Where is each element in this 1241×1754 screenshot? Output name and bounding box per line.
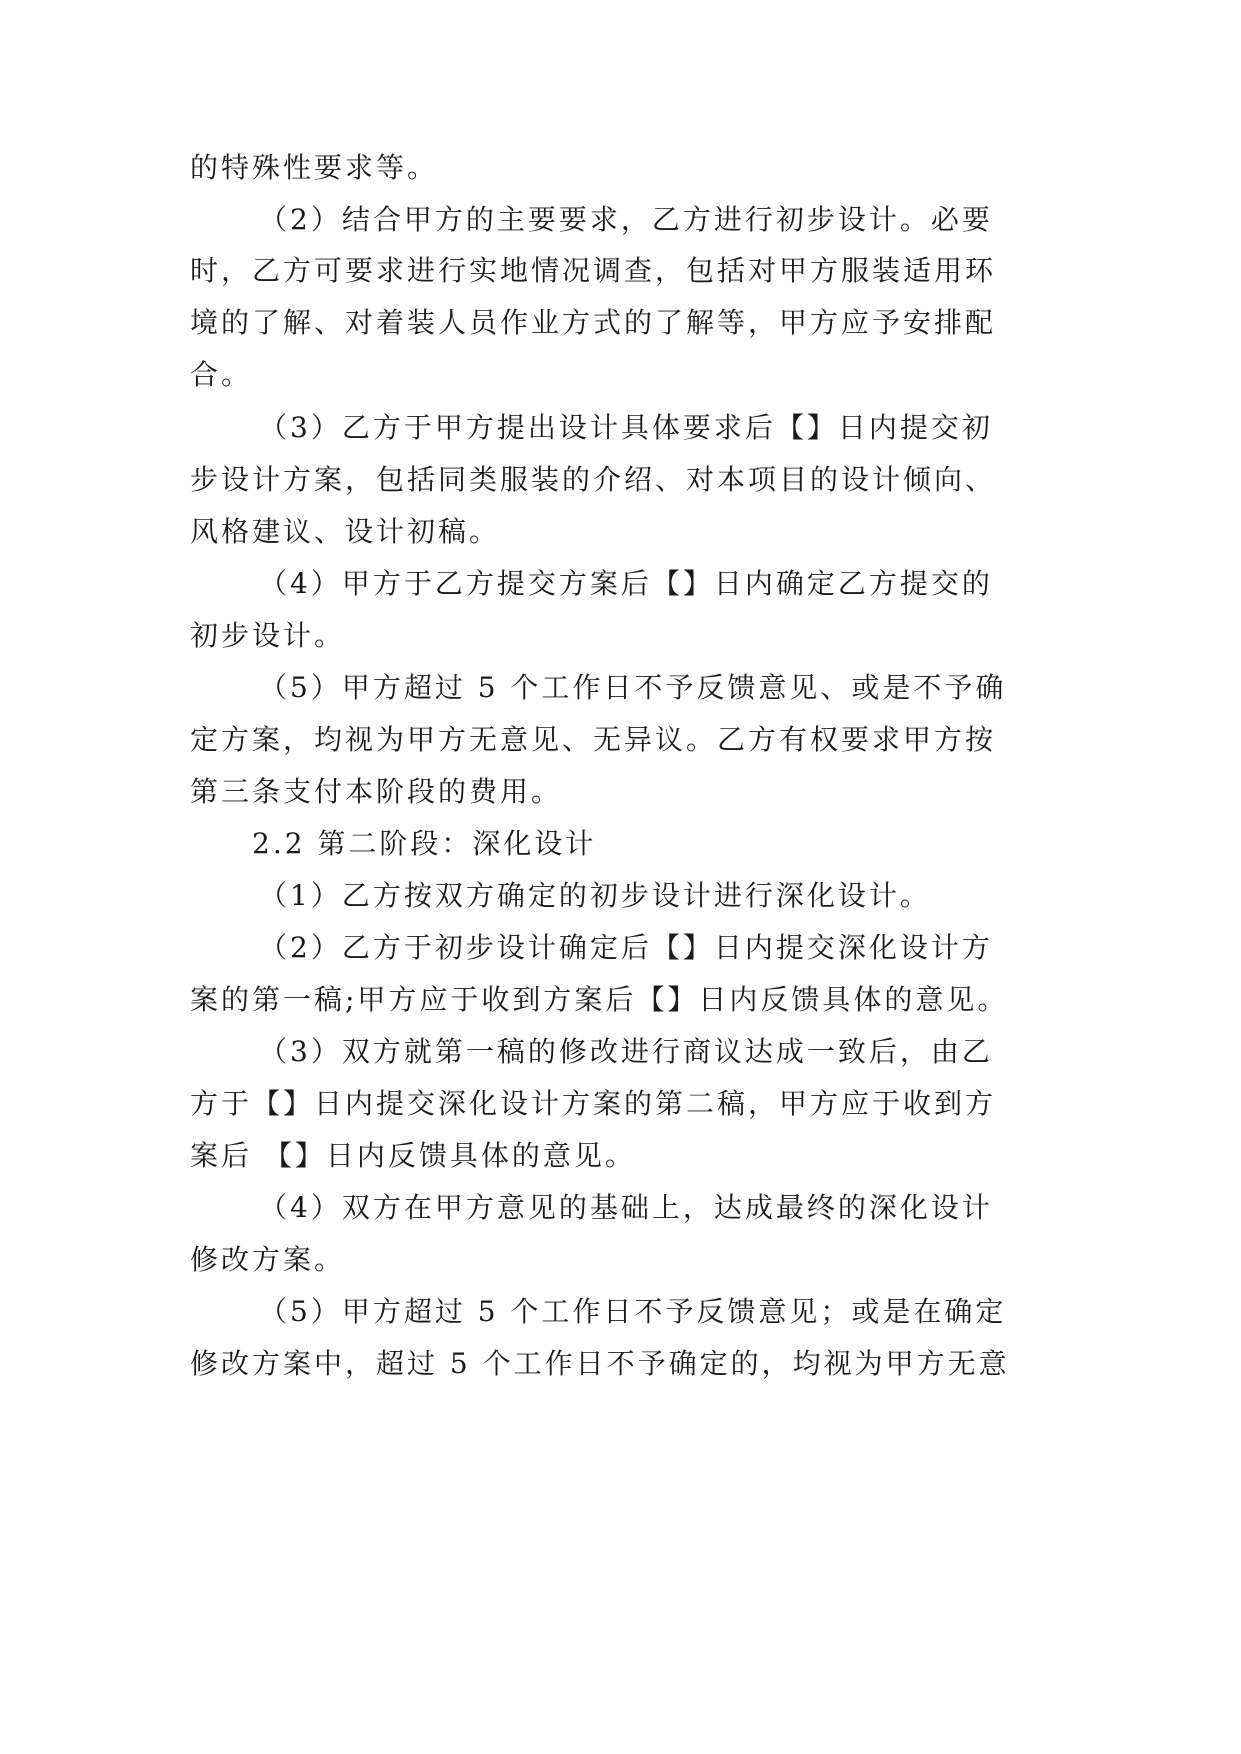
text-line: 风格建议、设计初稿。 (190, 515, 501, 548)
text-line: （3）乙方于甲方提出设计具体要求后【】日内提交初 (259, 411, 993, 444)
text-line: （2）结合甲方的主要要求，乙方进行初步设计。必要 (259, 203, 993, 236)
text-line: 境的了解、对着装人员作业方式的了解等，甲方应予安排配 (190, 306, 997, 339)
text-line: 的特殊性要求等。 (190, 151, 439, 184)
section-heading: 2.2 第二阶段：深化设计 (252, 827, 597, 860)
text-line: 步设计方案，包括同类服装的介绍、对本项目的设计倾向、 (190, 463, 997, 496)
text-line: 第三条支付本阶段的费用。 (190, 775, 563, 808)
text-line: （2）乙方于初步设计确定后【】日内提交深化设计方 (259, 931, 993, 964)
text-line: （5）甲方超过 5 个工作日不予反馈意见、或是不予确 (259, 671, 1007, 704)
text-line: 合。 (190, 358, 253, 391)
text-line: 方于【】日内提交深化设计方案的第二稿，甲方应于收到方 (190, 1087, 997, 1120)
text-line: （1）乙方按双方确定的初步设计进行深化设计。 (259, 879, 931, 912)
text-line: 时，乙方可要求进行实地情况调查，包括对甲方服装适用环 (190, 254, 997, 287)
text-line: 案后 【】日内反馈具体的意见。 (190, 1139, 636, 1172)
text-line: 初步设计。 (190, 619, 346, 652)
text-line: （5）甲方超过 5 个工作日不予反馈意见；或是在确定 (259, 1295, 1007, 1328)
text-line: （4）双方在甲方意见的基础上，达成最终的深化设计 (259, 1191, 993, 1224)
text-line: 修改方案。 (190, 1243, 346, 1276)
text-line: （3）双方就第一稿的修改进行商议达成一致后，由乙 (259, 1035, 993, 1068)
text-line: 修改方案中，超过 5 个工作日不予确定的，均视为甲方无意 (190, 1347, 1010, 1380)
text-line: 案的第一稿;甲方应于收到方案后【】日内反馈具体的意见。 (190, 983, 1009, 1016)
text-line: 定方案，均视为甲方无意见、无异议。乙方有权要求甲方按 (190, 723, 997, 756)
text-line: （4）甲方于乙方提交方案后【】日内确定乙方提交的 (259, 567, 993, 600)
